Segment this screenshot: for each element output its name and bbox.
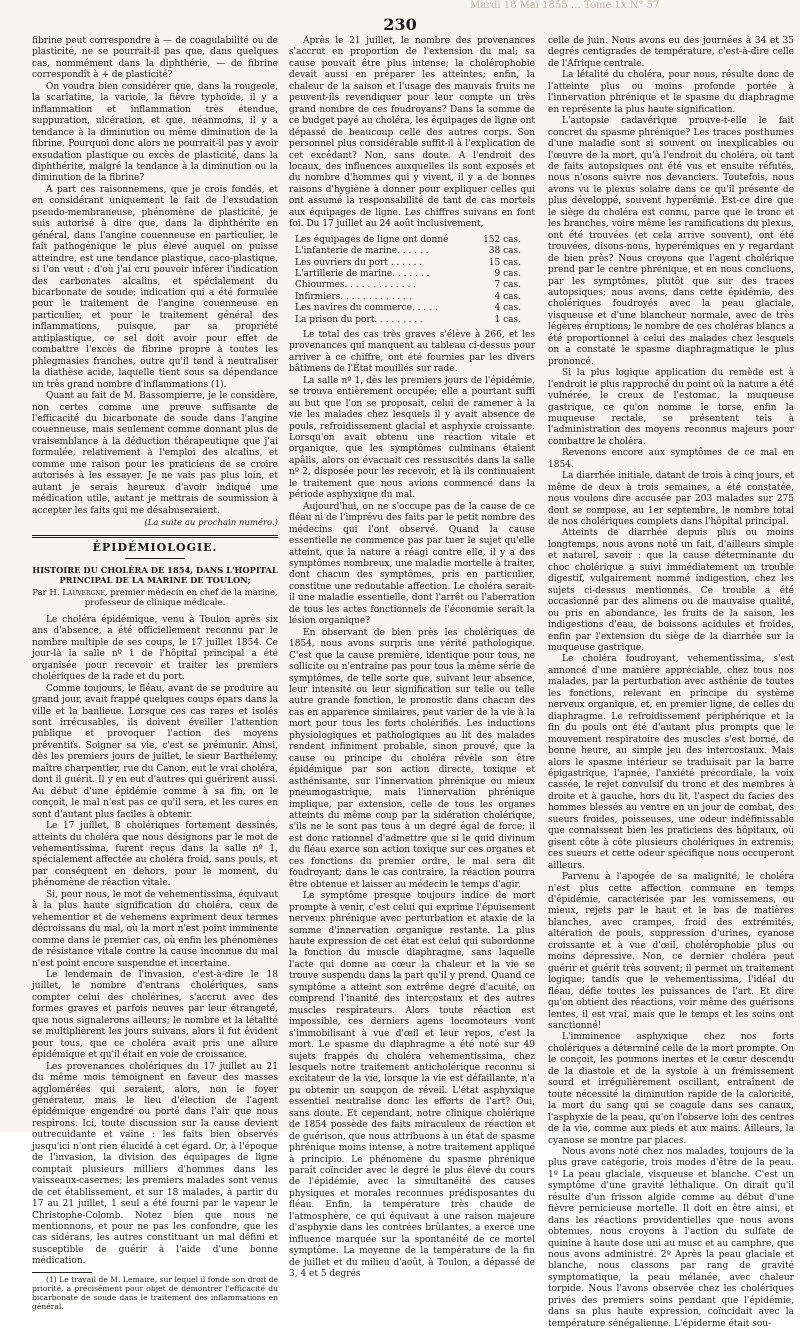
table-cell-value: 1 cas. (494, 314, 521, 325)
paragraph: fibrine peut correspondre à — de coagulabilité ou de plasticité, ne se pourrait-il pas que, dans quelques cas, nommément dans la diphthérie, — de fibrine correspondît à + de plasticité? (32, 36, 278, 81)
table-row (289, 269, 535, 280)
byline-prefix: Par H. (32, 587, 63, 598)
paragraph: Le choléra foudroyant, vehementissima, s'est annoncé d'une manière appréciable, chez tous nos malades, par la perturbation avec asthénie de toutes les fonctions, relevant en principe du système nerveux organique, et, en premier ligne, de celles du diaphragme. Le refroidissement périphérique et la fin du pouls ont été d'autant plus prompts que le mouvement respiratoire des muscles s'est borné, de bonne heure, au simple jeu des intercostaux. Mais alors le spasme intérieur se traduisait par la barre épigastrique, l'apnée, l'anxiété précordiale, la voix cassée, le rejet convulsif du tronc et des membres à droite et à gauche, hors du lit, l'aspect du facies des hommes blessés au ventre en un jour de combat, des sueurs froides, poisseuses, une odeur indéfinissable que connaissent bien les praticiens des hôpitaux, où gisent côte à côte plusieurs cholériques in extremis; ces sueurs et cette odeur spécifique nous occuperont ailleurs. (548, 654, 794, 871)
paragraph: La salle nº 1, dès les premiers jours de l'épidémie, se trouva entièrement occupée; elle a pourtant suffi au but que l'on se proposait, celui de ramener à la vie les malades chez lesquels il y avait absence de pouls, refroidissement glacial et asphyxie croissante. Lorsqu'on avait obtenu une réaction vitale et organique, que les symptômes culminans étaient apâlis, alors on évacuait ces ressuscités dans la salle nº 2, disposée pour les recevoir, et là ils continuaient le traitement que nous avions commencé dans la période asphyxique du mal. (289, 375, 535, 501)
table-row (289, 246, 535, 257)
table-cell-value: 4 cas. (494, 291, 521, 302)
table-cell-label: La prison du port. . . . . . . . . (295, 314, 423, 325)
paragraph: La létalité du choléra, pour nous, résulte donc de l'atteinte plus ou moins profonde portée à l'innervation phrénique et le spasme du diaphragme en représente la plus haute signification. (548, 70, 794, 115)
paragraph: Les provenances cholériques du 17 juillet au 21 du même mois témoignent en faveur des masses agglomérées qui seraient, alors, non le foyer générateur, mais le lieu d'élection de l'agent épidémique engendré ou porté dans l'air que nous respirons. Ici, toute discussion sur la cause devient outrecuidante et vaine : les faits bien observés jusqu'ici n'ont rien élucidé à cet égard. Or, à l'époque de l'invasion, la division des équipages de ligne comptait plusieurs milliers d'hommes dans les vaisseaux-casernes; les premiers malades sont venus de cet établissement, et sur 18 malades, à partir du 17 au 21 juillet, 1 seul a été fourni par le vapeur le Christophe-Colomb. Notez bien que nous ne mentionnons, et pour ne pas les confondre, que les cas sidérans, les autres constituant un mal défini et susceptible de guérir à l'aide d'une bonne médication. (32, 1061, 278, 1267)
byline-suffix: , premier médecin en chef de la marine, professeur de clinique médicale. (84, 587, 278, 609)
cases-table (289, 235, 535, 326)
paragraph: Atteints de diarrhée depuis plus ou moins longtemps, nous avons noté un fait, d'ailleurs simple et naturel, savoir : que la cause déterminante du choc cholérique a suivi immédiatement un trouble digestif, vulgairement nommé indigestion, chez les sujets ci-dessus mentionnés. Ce trouble a été occasionné par des alimens ou de mauvaise qualité, ou pris en abondance, les fruits de la saison, les indigestions d'eau, de boissons acidules et froides, enfin par l'extension du siège de la diarrhée sur la muqueuse gastrique. (548, 528, 794, 654)
paragraph: Aujourd'hui, on ne s'occupe pas de la cause de ce fléau ni de l'imprévu des faits par le petit nombre des médecins qui l'ont observé. Quand la cause essentielle ne commence pas par tuer le sujet qu'elle atteint, que la nature a réagi contre elle, il y a des symptômes nombreux, une maladie mortelle à traiter, dont chacun des symptômes, pris en particulier, constitue une redoutable affection. Le choléra serait-il une maladie essentielle, dont l'arrêt ou l'aberration de tous les actes fonctionnels de l'économie serait la lésion organique? (289, 501, 535, 627)
paragraph: Après le 21 juillet, le nombre des provenances s'accrut en proportion de l'extension du mal; sa cause pouvait être plus intense; la cholérophobie devait aussi en préparer les atteintes; enfin, la chaleur de la saison et l'usage des mauvais fruits ne peuvent-ils revendiquer pour leur compte un très grand nombre de ces foudroyans? Dans la somme de ce budget payé au choléra, les équipages de ligne ont dépassé de beaucoup celle des autres corps. Son personnel plus considérable suffit-il à l'explication de cet excédant? Non, sans doute. A l'endroit des locaux, des influences auxquelles ils sont exposés et du nombre d'hommes qui y vivent, il y a de bonnes raisons d'hygiène à donner pour expliquer celles qui ont assumé la responsabilité de tant de cas mortels aux équipages de ligne. Les chiffres suivans en font foi. Du 17 juillet au 24 août inclusivement, (289, 36, 535, 230)
column-2 (289, 36, 535, 1280)
table-cell-label: Les ouvriers du port . . . . . . (295, 257, 423, 268)
paragraph: On voudra bien considérer que, dans la rougeole, la scarlatine, la variole, la fièvre typhoïde, il y a inflammation et inflammation très étendue, suppuration, ulcération, et que, néanmoins, il y a tendance à la diminution ou même diminution de la fibrine. Pourquoi donc alors ne pourrait-il pas y avoir exsudation plastique ou excès de plasticité, dans la diphthérite, malgré la tendance à la diminution ou la diminution de la fibrine? (32, 81, 278, 184)
paragraph: Parvenu à l'apogée de sa malignité, le choléra n'est plus cette affection commune en temps d'épidémie, caractérisée par les vomissemens, ou mieux, rejets par le haut et le bas de matières blanches, avec crampes, froid des extrémités, altération de pouls, suppression d'urines, cyanose croissante et à vue d'œil, cholérophobie plus ou moins dépressive. Non, ce dernier choléra peut guérir et guérit très souvent; il permet un traitement logique; tandis que le vehementissima, l'idéal du fléau, défie toutes les puissances de l'art. Et dire qu'on obtient des réactions, voir même des guérisons lentes, il est vrai, mais que le temps et les soins ont sanctionné! (548, 872, 794, 1031)
table-row (289, 235, 535, 246)
paragraph: Comme toujours, le fléau, avant de se produire au grand jour, avait frappé quelques coups épars dans la ville et la banlieue. Lorsque ces cas rares et isolés sont irrécusables, ils doivent éveiller l'attention publique et provoquer l'action des moyens préventifs. Soigner sa vie, c'est se prémunir. Ainsi, dès les premiers jours de juillet, le sieur Barthélemy, maître charpentier, rue du Canon, eut le vrai choléra, dont il guérit. Il y en eut d'autres qui guérirent aussi. Au début d'une épidémie comme à sa fin, on le conçoit, le mal n'est pas ce qu'il sera, et les cures en sont d'autant plus faciles à obtenir. (32, 683, 278, 820)
section-heading: ÉPIDÉMIOLOGIE. (92, 541, 218, 555)
paragraph: En observant de bien près les cholériques de 1854, nous avons surpris une vérité pathologique. C'est que la cause première, identique pour tous, ne sollicite ou n'entraîne pas pour tous la même série de symptômes, de telle sorte que, suivant leur absence, leur intensité ou leur signification sur telle ou telle autre grande fonction, le pronostic dans chacun des cas en apparence similaires, peut varier de la vie à la mort pour tous les forts cholérifiés. Les inductions physiologiques et pathologiques au lit des malades rendent infiniment probable, sinon prouvé, que la cause ou principe du choléra révèle son être épidémique par son action directe, toxique et asthénisante, sur l'innervation phrénique ou mieux pneumogastrique, mais l'innervation phrénique implique, par extension, celle de tous les organes atteints du même coup par la sidération cholérique, s'ils ne le sont pas tous à un degré égal de force; il est donc rationnel d'admettre que si le quid divinum du fléau exerce son action toxique sur ces organes et ces fonctions du premier ordre, le mal sera dit foudroyant; dans le cas contraire, la réaction pourra être obtenue et laisser au médecin le temps d'agir. (289, 627, 535, 890)
paragraph: Si la plus logique application du remède est à l'endroit le plus rapproché du point où la nature a été vulnérée, le creux de l'estomac, la muqueuse gastrique, ce qu'on nomme le torse, enfin la muqueuse rectale, se présentent tels à l'administration des moyens reconnus majeurs pour combattre le choléra. (548, 368, 794, 447)
section-divider (32, 535, 278, 538)
table-cell-label: Chiourmes. . . . . . . . . . . . . (295, 280, 417, 291)
article-title: HISTOIRE DU CHOLÉRA DE 1854, DANS L'HOPITAL PRINCIPAL DE LA MARINE DE TOULON; (32, 564, 278, 586)
paragraph: A part ces raisonnemens, que je crois fondés, et en considérant uniquement le fait de l'exsudation pseudo-membraneuse, phénomène de plasticité, je suis autorisé à dire que, dans la diphthérite en général, dans l'angine couenneuse en particulier, le fait pathogénique le plus élevé auquel on puisse atteindre, est une tendance plastique, caco-plastique, si l'on veut : d'où j'ai cru pouvoir inférer l'indication des carbonates alcalins, et spécialement du bicarbonate de soude; indication qui a été formulée pour le traitement de l'angine couenneuse en particulier, et pour le traitement général des inflammations, puisque, par sa propriété antiplastique, ce sel doit avoir pour effet de combattre l'excès de fibrine propre à toutes les phlegmasies franches, outre qu'il tend à neutraliser la diathèse acide, laquelle tient sous sa dépendance un très grand nombre d'inflammations (1). (32, 184, 278, 390)
paragraph: celle de juin. Nous avons eu des journées à 34 et 35 degrés centigrades de température, c'est-à-dire celle de l'Afrique centrale. (548, 36, 794, 69)
table-cell-label: Les équipages de ligne ont donné (295, 234, 449, 245)
table-cell-label: L'infanterie de marine. . . . . . (295, 246, 429, 257)
table-cell-label: L'artillerie de marine. . . . . . . (295, 268, 430, 279)
byline (32, 588, 278, 609)
paragraph: Quant au fait de M. Bassompierre, je le considère, non certes comme une preuve suffisante de l'efficacité du bicarbonate de soude dans l'angine couenneuse, mais seulement comme donnant plus de vraisemblance à la déduction thérapeutique que j'ai formulée, relativement à l'emploi des alcalins, et comme une raison pour les praticiens de se croire autorisés à les essayer. Je ne vais pas plus loin, et autant je serais heureux d'avoir indiqué une médication utile, autant je mettrais de soumission à accepter les faits qui me désabuseraient. (32, 391, 278, 516)
paragraph: L'imminence asphyxique chez nos forts cholériques a déterminé celle de la mort prompte. On le conçoit, les poumons inertes et le cœur descendu de la diastole et de la systole à un frémissement sourd et irrégulièrement oscillant, entraînent de toute nécessité la diminution rapide de la caloricité, la mort du sang qui se coagule dans ses canaux, l'asphyxie de la peau, qu'on l'observe loin des centres de la vie, comme aux pieds et aux mains. Ailleurs, la cyanose se montre par places. (548, 1032, 794, 1146)
continuation-note: (La suite au prochain numéro.) (144, 518, 278, 529)
paragraph: L'autopsie cadavérique prouve-t-elle le fait concret du spasme phrénique? Les traces posthumes d'une maladie sont si souvent ou inexplicables ou l'œuvre de la mort, qu'à l'endroit du choléra, où tant de faits autopsiques ont été vus et ensuite réfutés, nous n'osons suivre nos devanciers. Toutefois, nous avons vu le plexus solaire dans ce qu'il présente de plus développé, souvent hyperémié. Est-ce dire que le siège du choléra est connu, parce que le tronc et les branches, voire même les ramifications du plexus, ont été trouvées (et cela arrive souvent), ont été trouvées, disons-nous, hyperémiques en y regardant de bien près? Nous croyons que l'agent cholérique prend par le centre phrénique, et en nous concluons, par les symptômes, plutôt que sur des traces autopsiques; nous avons, dans cette épidémie, des cholériques foudroyés avec la peau glaciale, visqueuse et d'une blancheur normale, avec de très légères éruptions; le nombre de ces choléras blancs a été proportionnel à celui des malades chez lesquels on a constaté le spasme diaphragmatique le plus prononcé. (548, 116, 794, 367)
table-row (289, 303, 535, 314)
footnote-rule (32, 1272, 92, 1273)
paragraph: Le symptôme presque toujours indice de mort prompte à venir, c'est celui qui exprime l'épuisement nerveux phrénique avec perturbation et ataxie de la somme d'innervation organique restante. La plus haute expression de cet état est celui qui subordonne la fonction du muscle diaphragme, sans laquelle l'acte qui donne au cœur la chaleur et la vie se trouve suspendu dans la part qu'il y prend. Quand ce symptôme a atteint son extrême degré d'acuité, on comprend l'inanité des intercostaux et des autres muscles respirateurs. Alors toute réaction est impossible, ces derniers agens locomoteurs vont s'immobilisant à vue d'œil et leur repos, c'est la mort. Le spasme du diaphragme a été noté sur 49 sujets frappés du choléra vehementissima, chez lesquels notre traitement anticholérique reconnu si excitateur de la vie, lorsque la vie est défaillante, n'a pu obtenir un soupçon de réveil. L'état asphyxique essentiel neutralise donc les efforts de l'art? Oui, sans doute. Et cependant, notre clinique cholérique de 1854 possède des faits miraculeux de réaction et de guérison, que nous attribuons à un état de spasme phrénique moins intense, à notre traitement appliqué à principio. Le phénomène du spasme phrénique paraît coïncider avec le degré le plus élevé du cours de l'épidémie, avec la simultanéité des causes physiques et morales reconnues prédisposantes du fléau. Enfin, la température très chaude de l'atmosphère, ce qui équivaut à une raison majeure d'asphyxie dans les contrées brûlantes, a exercé une influence marquée sur la spontanéité de ce mortel symptôme. La moyenne de la température de la fin de juillet et du milieu d'août, à Toulon, a dépassé de 3, 4 et 5 degrés (289, 891, 535, 1280)
byline-author: Lauvergne (62, 587, 105, 598)
table-cell-value: 15 cas. (488, 257, 521, 268)
table-cell-value: 9 cas. (494, 268, 521, 279)
column-3 (548, 36, 794, 1329)
paragraph: Nous avons noté chez nos malades, toujours de la plus grave catégorie, trois modes d'être de la peau. 1º La peau glaciale, visqueuse et blanche. C'est un symptôme d'une gravité léthalique. On dirait qu'il résulte d'un frisson algide comme au début d'une fièvre pernicieuse mortelle. Il doit en être ainsi, et dans les réactions providentielles que nous avons obtenues, nous croyons à l'action du sulfate de quinine à haute dose uni au musc et au camphre, que nous avons administré. 2º Après la peau glaciale et blanche, nous classons par rang de gravité symptomatique, la peau mélanée, avec chaleur torpide. Nous l'avons observée chez les cholériques privés des premiers soins pendant que l'épidémie, dans sa plus haute expression, coïncidait avec la température sénégalienne. L'épiderme était sou- (548, 1146, 794, 1329)
table-cell-label: Les navires du commerce. . . . . (295, 303, 438, 314)
footnote: (1) Le travail de M. Lemaire, sur lequel il fonde son droit de priorité, a précisément pour objet de démontrer l'efficacité du bicarbonate de soude dans le traitement des inflammations en général. (32, 1274, 278, 1311)
table-cell-value: 7 cas. (494, 280, 521, 291)
table-cell-value: 152 cas. (483, 234, 521, 245)
table-cell-value: 4 cas. (494, 303, 521, 314)
ghost-header-text: Mardi 18 Mai 1855 … Tome 1x N° 57 (470, 0, 660, 11)
ghost-header (0, 0, 800, 14)
heading-rule (125, 558, 185, 559)
table-cell-label: Infirmiers. . . . . . . . . . . . . (295, 291, 412, 302)
paragraph: La diarrhée initiale, datant de trois à cinq jours, et même de deux à trois semaines, a été constatée, nous voulons dire accusée par 203 malades sur 275 dont se compose, au 1er septembre, le nombre total de nos cholériques complets dans l'hôpital principal. (548, 471, 794, 528)
table-row (289, 280, 535, 291)
paragraph: Revenons encore aux symptômes de ce mal en 1854. (548, 448, 794, 470)
page-number: 230 (383, 15, 417, 34)
column-1 (32, 36, 278, 1311)
table-row (289, 292, 535, 303)
table-row (289, 258, 535, 269)
paragraph: Le 17 juillet, 8 cholériques fortement dessinés, atteints du choléra que nous désignons par le mot de vehementissima, furent reçus dans la salle nº 1, spécialement affectée au choléra froid, sans pouls, et par conséquent en dehors, pour le moment, du phénomène de réaction vitale. (32, 821, 278, 889)
paragraph: Le total des cas très graves s'élève à 266, et les provenances qui manquent au tableau ci-dessus pour arriver à ce chiffre, ont été fournies par les divers bâtimens de l'État mouillés sur rade. (289, 329, 535, 375)
table-row (289, 315, 535, 326)
table-cell-value: 38 cas. (488, 246, 521, 257)
paragraph: Le choléra épidémique, venu à Toulon après six ans d'absence, a été officiellement reconnu par le nombre multiple de ses coups, le 17 juillet 1854. Ce jour-là la salle nº 1 de l'hôpital principal a été organisée pour recevoir et traiter les premiers cholériques de la rade et du port. (32, 614, 278, 683)
paragraph: Le lendemain de l'invasion, c'est-à-dire le 18 juillet, le nombre d'entrans cholériques, sans compter celui des cholérines, s'accrut avec des formes graves et parfois neuves par leur étrangeté, que nous signalerons ailleurs; le nombre et la létalité se multiplièrent les jours suivans, alors il fut évident pour tous, que ce choléra avait pris une allure épidémique et qu'il était en voie de croissance. (32, 969, 278, 1061)
paragraph: Si, pour nous, le mot de vehementissima, équivaut à la plus haute signification du choléra, ceux de vehementior et de vehemens expriment deux termes décroissans du mal, où la mort n'est point imminente comme dans le premier cas, où enfin les phénomènes de résistance vitale contre la cause inconnue du mal n'est point encore suspendue et incertaine. (32, 889, 278, 969)
